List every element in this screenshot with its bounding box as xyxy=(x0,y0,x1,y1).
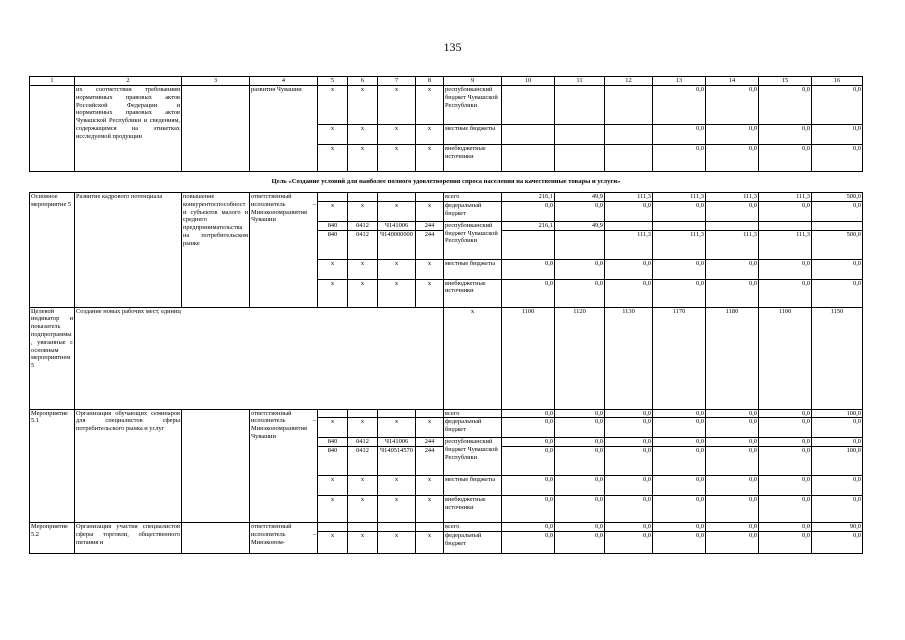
table-row xyxy=(30,409,863,418)
table-cell: 0,0 xyxy=(812,259,863,279)
table-cell: местные бюджеты xyxy=(444,125,502,145)
table-cell: 0,0 xyxy=(706,259,759,279)
table-cell: 0,0 xyxy=(653,125,706,145)
table-cell: 0,0 xyxy=(706,145,759,172)
table-cell: 216,1 xyxy=(502,193,555,202)
table-cell: x xyxy=(378,531,416,553)
page-number: 135 xyxy=(443,40,462,54)
table-cell: 0,0 xyxy=(502,523,555,532)
table-cell: 0,0 xyxy=(555,409,605,418)
table-cell: 500,0 xyxy=(812,193,863,202)
table-cell: Организация обучающих семинаров для специалистов сферы потребительского рынка и услуг xyxy=(75,409,182,523)
table-cell: 0,0 xyxy=(706,447,759,476)
table-cell: 111,3 xyxy=(759,230,812,259)
table-cell: ответственный исполнитель – Минэконом- xyxy=(250,523,318,554)
table-cell: x xyxy=(378,476,416,496)
table-cell: x xyxy=(416,531,444,553)
table-cell: 0,0 xyxy=(706,438,759,447)
table-cell: x xyxy=(348,531,378,553)
header-cell: 14 xyxy=(706,77,759,86)
table-cell: 0,0 xyxy=(653,409,706,418)
goal-heading: Цель «Создание условий для наиболее полного удовлетворения спроса населения на качественные товары и услуги» xyxy=(30,172,863,193)
table-cell: 0,0 xyxy=(759,279,812,307)
table-cell xyxy=(378,523,416,532)
table-cell: 100,0 xyxy=(812,409,863,418)
table-cell: 0,0 xyxy=(605,418,653,438)
table-cell: 0,0 xyxy=(706,86,759,125)
table-cell: 0,0 xyxy=(812,438,863,447)
table-cell: 0,0 xyxy=(653,447,706,476)
header-cell: 2 xyxy=(75,77,182,86)
table-cell: x xyxy=(348,125,378,145)
header-cell: 11 xyxy=(555,77,605,86)
table-cell: x xyxy=(416,201,444,221)
table-cell: 0,0 xyxy=(605,259,653,279)
program-table xyxy=(29,76,863,554)
table-cell: 1180 xyxy=(706,307,759,409)
table-cell: 0,0 xyxy=(555,523,605,532)
table-cell: x xyxy=(318,279,348,307)
table-cell: 216,1 xyxy=(502,221,555,230)
table-cell: 0,0 xyxy=(605,523,653,532)
table-cell xyxy=(605,221,653,230)
table-cell: 0,0 xyxy=(555,201,605,221)
table-cell: 0,0 xyxy=(555,531,605,553)
table-cell: республиканский бюджет Чувашской Республики xyxy=(444,221,502,259)
table-cell: x xyxy=(318,476,348,496)
table-cell: x xyxy=(318,496,348,523)
table-cell: x xyxy=(348,86,378,125)
table-cell: 0,0 xyxy=(605,447,653,476)
table-cell: 0,0 xyxy=(706,531,759,553)
table-cell xyxy=(318,523,348,532)
table-cell: 111,3 xyxy=(759,193,812,202)
table-cell: 0,0 xyxy=(706,409,759,418)
table-cell: 0,0 xyxy=(812,418,863,438)
table-cell: 244 xyxy=(416,447,444,476)
table-cell xyxy=(555,125,605,145)
table-cell: 0,0 xyxy=(653,531,706,553)
table-cell: Мероприятие 5.1 xyxy=(30,409,75,523)
table-cell: x xyxy=(318,201,348,221)
table-cell: 0,0 xyxy=(706,418,759,438)
table-cell: x xyxy=(378,86,416,125)
table-cell: 0,0 xyxy=(759,259,812,279)
table-cell: x xyxy=(416,496,444,523)
table-cell: 0,0 xyxy=(555,447,605,476)
table-cell: 0,0 xyxy=(653,259,706,279)
table-cell: 0,0 xyxy=(653,438,706,447)
table-cell: 0,0 xyxy=(555,438,605,447)
header-cell: 16 xyxy=(812,77,863,86)
table-cell xyxy=(348,523,378,532)
table-cell: Ч141006 xyxy=(378,438,416,447)
table-cell: 0,0 xyxy=(555,259,605,279)
table-cell: x xyxy=(378,125,416,145)
header-cell: 3 xyxy=(182,77,250,86)
table-cell xyxy=(416,523,444,532)
table-cell: местные бюджеты xyxy=(444,259,502,279)
table-cell: x xyxy=(416,145,444,172)
table-cell: 0,0 xyxy=(653,476,706,496)
table-cell: x xyxy=(378,496,416,523)
table-cell xyxy=(318,409,348,418)
table-cell: 0,0 xyxy=(502,409,555,418)
table-cell xyxy=(318,193,348,202)
header-cell: 4 xyxy=(250,77,318,86)
table-cell: 0,0 xyxy=(759,447,812,476)
table-row xyxy=(30,193,863,202)
table-cell: развития Чувашии xyxy=(250,86,318,172)
table-cell: Создание новых рабочих мест, единиц xyxy=(75,307,444,409)
table-cell: Организация участия специалистов сферы торговли, общественного питания и xyxy=(75,523,182,554)
table-cell: 1170 xyxy=(653,307,706,409)
table-cell: 500,0 xyxy=(812,230,863,259)
table-cell: 1100 xyxy=(759,307,812,409)
table-cell: x xyxy=(416,279,444,307)
table-cell: ответственный исполнитель – Минэкономразвития Чувашии xyxy=(250,409,318,523)
table-cell xyxy=(502,125,555,145)
header-cell: 7 xyxy=(378,77,416,86)
table-cell: 0,0 xyxy=(759,418,812,438)
table-cell: 0412 xyxy=(348,221,378,230)
table-cell: внебюджетные источники xyxy=(444,279,502,307)
table-cell: 0,0 xyxy=(706,523,759,532)
table-cell: 0412 xyxy=(348,230,378,259)
table-cell: x xyxy=(378,418,416,438)
table-cell xyxy=(30,86,75,172)
table-cell: 0,0 xyxy=(812,476,863,496)
table-cell: x xyxy=(348,145,378,172)
table-cell xyxy=(555,86,605,125)
table-cell xyxy=(605,125,653,145)
table-cell: 0412 xyxy=(348,447,378,476)
table-cell: x xyxy=(416,259,444,279)
table-cell: 0,0 xyxy=(653,201,706,221)
table-cell: их соответствия требованиям нормативных правовых актов Российской Федерации и нормативных правовых актов Чувашской Республики и сведениям, содержащимся на этикетках исследуемой продукции xyxy=(75,86,182,172)
table-cell xyxy=(706,221,759,230)
table-cell: x xyxy=(416,418,444,438)
table-cell: внебюджетные источники xyxy=(444,145,502,172)
table-row xyxy=(30,307,863,409)
table-row xyxy=(30,86,863,125)
table-cell: 111,3 xyxy=(605,230,653,259)
table-cell: 0,0 xyxy=(759,438,812,447)
table-cell xyxy=(348,409,378,418)
table-cell: 840 xyxy=(318,438,348,447)
table-cell: x xyxy=(318,125,348,145)
table-cell: 1150 xyxy=(812,307,863,409)
goal-row xyxy=(30,172,863,193)
table-cell: 0,0 xyxy=(706,496,759,523)
table-cell: 1120 xyxy=(555,307,605,409)
table-cell xyxy=(653,221,706,230)
header-cell: 6 xyxy=(348,77,378,86)
table-cell: 244 xyxy=(416,438,444,447)
table-cell: 0,0 xyxy=(706,201,759,221)
table-cell xyxy=(605,86,653,125)
table-cell: 1130 xyxy=(605,307,653,409)
table-cell: 0,0 xyxy=(653,86,706,125)
table-cell: x xyxy=(416,125,444,145)
table-cell: местные бюджеты xyxy=(444,476,502,496)
table-cell: всего xyxy=(444,193,502,202)
table-cell: 0,0 xyxy=(555,476,605,496)
table-cell: 0,0 xyxy=(502,447,555,476)
table-cell: внебюджетные источники xyxy=(444,496,502,523)
table-cell: 1100 xyxy=(502,307,555,409)
table-cell: x xyxy=(416,86,444,125)
table-cell: 0,0 xyxy=(653,496,706,523)
table-cell: 0,0 xyxy=(812,279,863,307)
table-cell: 244 xyxy=(416,230,444,259)
header-cell: 12 xyxy=(605,77,653,86)
table-cell: 0,0 xyxy=(502,531,555,553)
table-cell: 0,0 xyxy=(555,496,605,523)
table-cell: x xyxy=(444,307,502,409)
table-cell: 840 xyxy=(318,447,348,476)
table-cell xyxy=(555,145,605,172)
table-cell: 0,0 xyxy=(812,531,863,553)
table-cell: 0,0 xyxy=(605,279,653,307)
table-cell: 0,0 xyxy=(502,201,555,221)
header-cell: 10 xyxy=(502,77,555,86)
table-cell: x xyxy=(348,259,378,279)
table-cell: 0,0 xyxy=(555,279,605,307)
table-cell: x xyxy=(378,279,416,307)
table-cell: 840 xyxy=(318,221,348,230)
table-cell: 111,3 xyxy=(653,230,706,259)
table-cell: 111,3 xyxy=(653,193,706,202)
table-cell: x xyxy=(318,259,348,279)
table-cell: x xyxy=(348,496,378,523)
table-cell xyxy=(502,86,555,125)
table-cell: 0,0 xyxy=(759,476,812,496)
table-cell: 0,0 xyxy=(759,145,812,172)
table-cell xyxy=(502,145,555,172)
table-cell: 0,0 xyxy=(812,125,863,145)
table-cell: федеральный бюджет xyxy=(444,418,502,438)
table-cell: x xyxy=(318,86,348,125)
header-cell: 1 xyxy=(30,77,75,86)
table-cell xyxy=(759,221,812,230)
table-cell: x xyxy=(378,259,416,279)
table-cell: республиканский бюджет Чувашской Республики xyxy=(444,438,502,476)
table-cell: Ч140514570 xyxy=(378,447,416,476)
table-cell xyxy=(378,409,416,418)
table-cell: 49,9 xyxy=(555,193,605,202)
table-cell: 0,0 xyxy=(555,418,605,438)
table-cell xyxy=(605,145,653,172)
table-cell xyxy=(812,221,863,230)
table-cell: 0,0 xyxy=(653,523,706,532)
header-cell: 5 xyxy=(318,77,348,86)
table-cell: 0,0 xyxy=(605,201,653,221)
table-cell: 0,0 xyxy=(502,418,555,438)
table-cell: всего xyxy=(444,523,502,532)
table-cell: 0,0 xyxy=(502,496,555,523)
table-cell: 0412 xyxy=(348,438,378,447)
table-cell: 0,0 xyxy=(706,125,759,145)
header-row xyxy=(30,77,863,86)
table-cell: 0,0 xyxy=(605,476,653,496)
table-cell: x xyxy=(318,418,348,438)
table-cell: 840 xyxy=(318,230,348,259)
table-cell xyxy=(182,409,250,523)
table-cell: республиканский бюджет Чувашской Республики xyxy=(444,86,502,125)
table-cell xyxy=(378,193,416,202)
table-cell: 0,0 xyxy=(706,279,759,307)
table-cell: 0,0 xyxy=(759,531,812,553)
table-cell: x xyxy=(378,145,416,172)
header-cell: 13 xyxy=(653,77,706,86)
table-cell: 0,0 xyxy=(605,531,653,553)
header-cell: 9 xyxy=(444,77,502,86)
table-cell: 0,0 xyxy=(759,201,812,221)
table-cell: x xyxy=(348,418,378,438)
table-cell xyxy=(416,409,444,418)
table-cell: 0,0 xyxy=(653,279,706,307)
table-cell: 0,0 xyxy=(706,476,759,496)
table-cell: x xyxy=(348,476,378,496)
table-cell: Мероприятие 5.2 xyxy=(30,523,75,554)
table-cell: 0,0 xyxy=(605,496,653,523)
table-cell: 49,9 xyxy=(555,221,605,230)
table-cell: повышение конкурентоспособности субъектов малого и среднего предпринимательства на потребительском рынке xyxy=(182,193,250,308)
table-cell xyxy=(416,193,444,202)
table-cell: ответственный исполнитель – Минэкономразвития Чувашии xyxy=(250,193,318,308)
table-cell: 0,0 xyxy=(605,438,653,447)
table-cell: 0,0 xyxy=(653,418,706,438)
header-cell: 15 xyxy=(759,77,812,86)
table-cell: 111,3 xyxy=(706,230,759,259)
table-cell: 111,3 xyxy=(605,193,653,202)
table-cell: 0,0 xyxy=(812,86,863,125)
table-cell: Ч141006 xyxy=(378,221,416,230)
table-cell: 0,0 xyxy=(812,145,863,172)
table-cell xyxy=(348,193,378,202)
table-cell: x xyxy=(348,201,378,221)
table-cell: 0,0 xyxy=(759,409,812,418)
table-cell: x xyxy=(378,201,416,221)
table-cell: x xyxy=(318,531,348,553)
table-row xyxy=(30,523,863,532)
table-cell: 0,0 xyxy=(812,496,863,523)
table-cell: Развитие кадрового потенциала xyxy=(75,193,182,308)
table-cell xyxy=(555,230,605,259)
table-cell: федеральный бюджет xyxy=(444,201,502,221)
table-cell: всего xyxy=(444,409,502,418)
table-cell: 0,0 xyxy=(812,201,863,221)
table-cell: Ч140000000 xyxy=(378,230,416,259)
table-cell: 0,0 xyxy=(605,409,653,418)
table-cell: 244 xyxy=(416,221,444,230)
table-cell: 0,0 xyxy=(759,496,812,523)
header-cell: 8 xyxy=(416,77,444,86)
table-cell: 0,0 xyxy=(759,125,812,145)
table-cell: федеральный бюджет xyxy=(444,531,502,553)
table-cell: 0,0 xyxy=(502,259,555,279)
table-cell xyxy=(502,230,555,259)
table-cell: 0,0 xyxy=(502,438,555,447)
table-cell: x xyxy=(416,476,444,496)
table-cell xyxy=(182,86,250,172)
table-cell: x xyxy=(318,145,348,172)
table-cell: 100,0 xyxy=(812,447,863,476)
table-cell: 0,0 xyxy=(502,476,555,496)
table-cell: 111,3 xyxy=(706,193,759,202)
table-cell xyxy=(182,523,250,554)
table-cell: 0,0 xyxy=(653,145,706,172)
table-cell: 90,0 xyxy=(812,523,863,532)
table-cell: 0,0 xyxy=(759,523,812,532)
table-cell: 0,0 xyxy=(502,279,555,307)
table-cell: x xyxy=(348,279,378,307)
table-cell: 0,0 xyxy=(759,86,812,125)
table-cell: Целевой индикатор и показатель подпрограммы, увязанные с основным мероприятием 5 xyxy=(30,307,75,409)
table-cell: Основное мероприятие 5 xyxy=(30,193,75,308)
